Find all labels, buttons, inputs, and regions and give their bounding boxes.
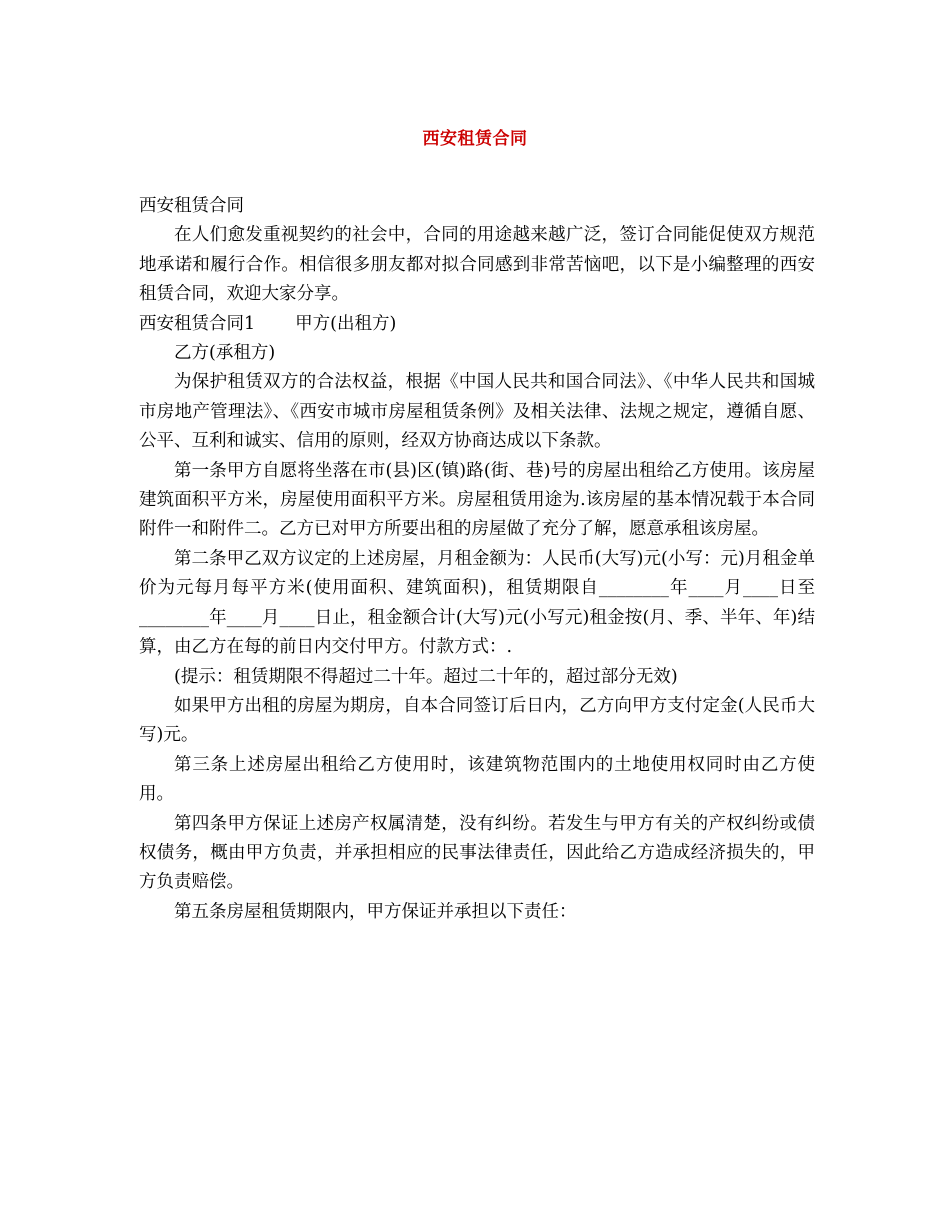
party-b-label: 乙方(承租方) — [174, 343, 276, 364]
page-title: 西安租赁合同 — [422, 129, 528, 149]
article-1: 第一条甲方自愿将坐落在市(县)区(镇)路(街、巷)号的房屋出租给乙方使用。该房屋建筑面积平方米，房屋使用面积平方米。房屋租赁用途为.该房屋的基本情况载于本合同附件一和附件二。乙方已对甲方所要出租的房屋做了充分了解，愿意承租该房屋。 — [139, 460, 815, 540]
document-body — [139, 192, 815, 927]
intro-paragraph: 在人们愈发重视契约的社会中，合同的用途越来越广泛，签订合同能促使双方规范地承诺和履行合作。相信很多朋友都对拟合同感到非常苦恼吧，以下是小编整理的西安租赁合同，欢迎大家分享。 — [139, 225, 815, 305]
article-5: 第五条房屋租赁期限内，甲方保证并承担以下责任： — [174, 901, 577, 922]
deposit-paragraph: 如果甲方出租的房屋为期房，自本合同签订后日内，乙方向甲方支付定金(人民币大写)元。 — [139, 695, 815, 746]
contract-heading-line — [139, 310, 815, 339]
intro-heading: 西安租赁合同 — [139, 196, 244, 216]
party-a-label: 甲方(出租方) — [295, 313, 397, 334]
preamble-paragraph: 为保护租赁双方的合法权益，根据《中国人民共和国合同法》、《中华人民共和国城市房地产管理法》、《西安市城市房屋租赁条例》及相关法律、法规之规定，遵循自愿、公平、互利和诚实、信用的原则，经双方协商达成以下条款。 — [139, 372, 815, 452]
article-3: 第三条上述房屋出租给乙方使用时，该建筑物范围内的土地使用权同时由乙方使用。 — [139, 754, 815, 805]
contract-heading: 西安租赁合同1 — [139, 313, 256, 334]
note-paragraph: (提示：租赁期限不得超过二十年。超过二十年的，超过部分无效) — [174, 666, 678, 687]
article-2: 第二条甲乙双方议定的上述房屋，月租金额为：人民币(大写)元(小写：元)月租金单价为元每月每平方米(使用面积、建筑面积)，租赁期限自________年____月____日至________年____月____日止，租金额合计(大写)元(小写元)租金按(月、季、半年、年)结算，由乙方在每的前日内交付甲方。付款方式：. — [139, 548, 815, 658]
article-4: 第四条甲方保证上述房产权属清楚，没有纠纷。若发生与甲方有关的产权纠纷或债权债务，概由甲方负责，并承担相应的民事法律责任，因此给乙方造成经济损失的，甲方负责赔偿。 — [139, 813, 815, 893]
